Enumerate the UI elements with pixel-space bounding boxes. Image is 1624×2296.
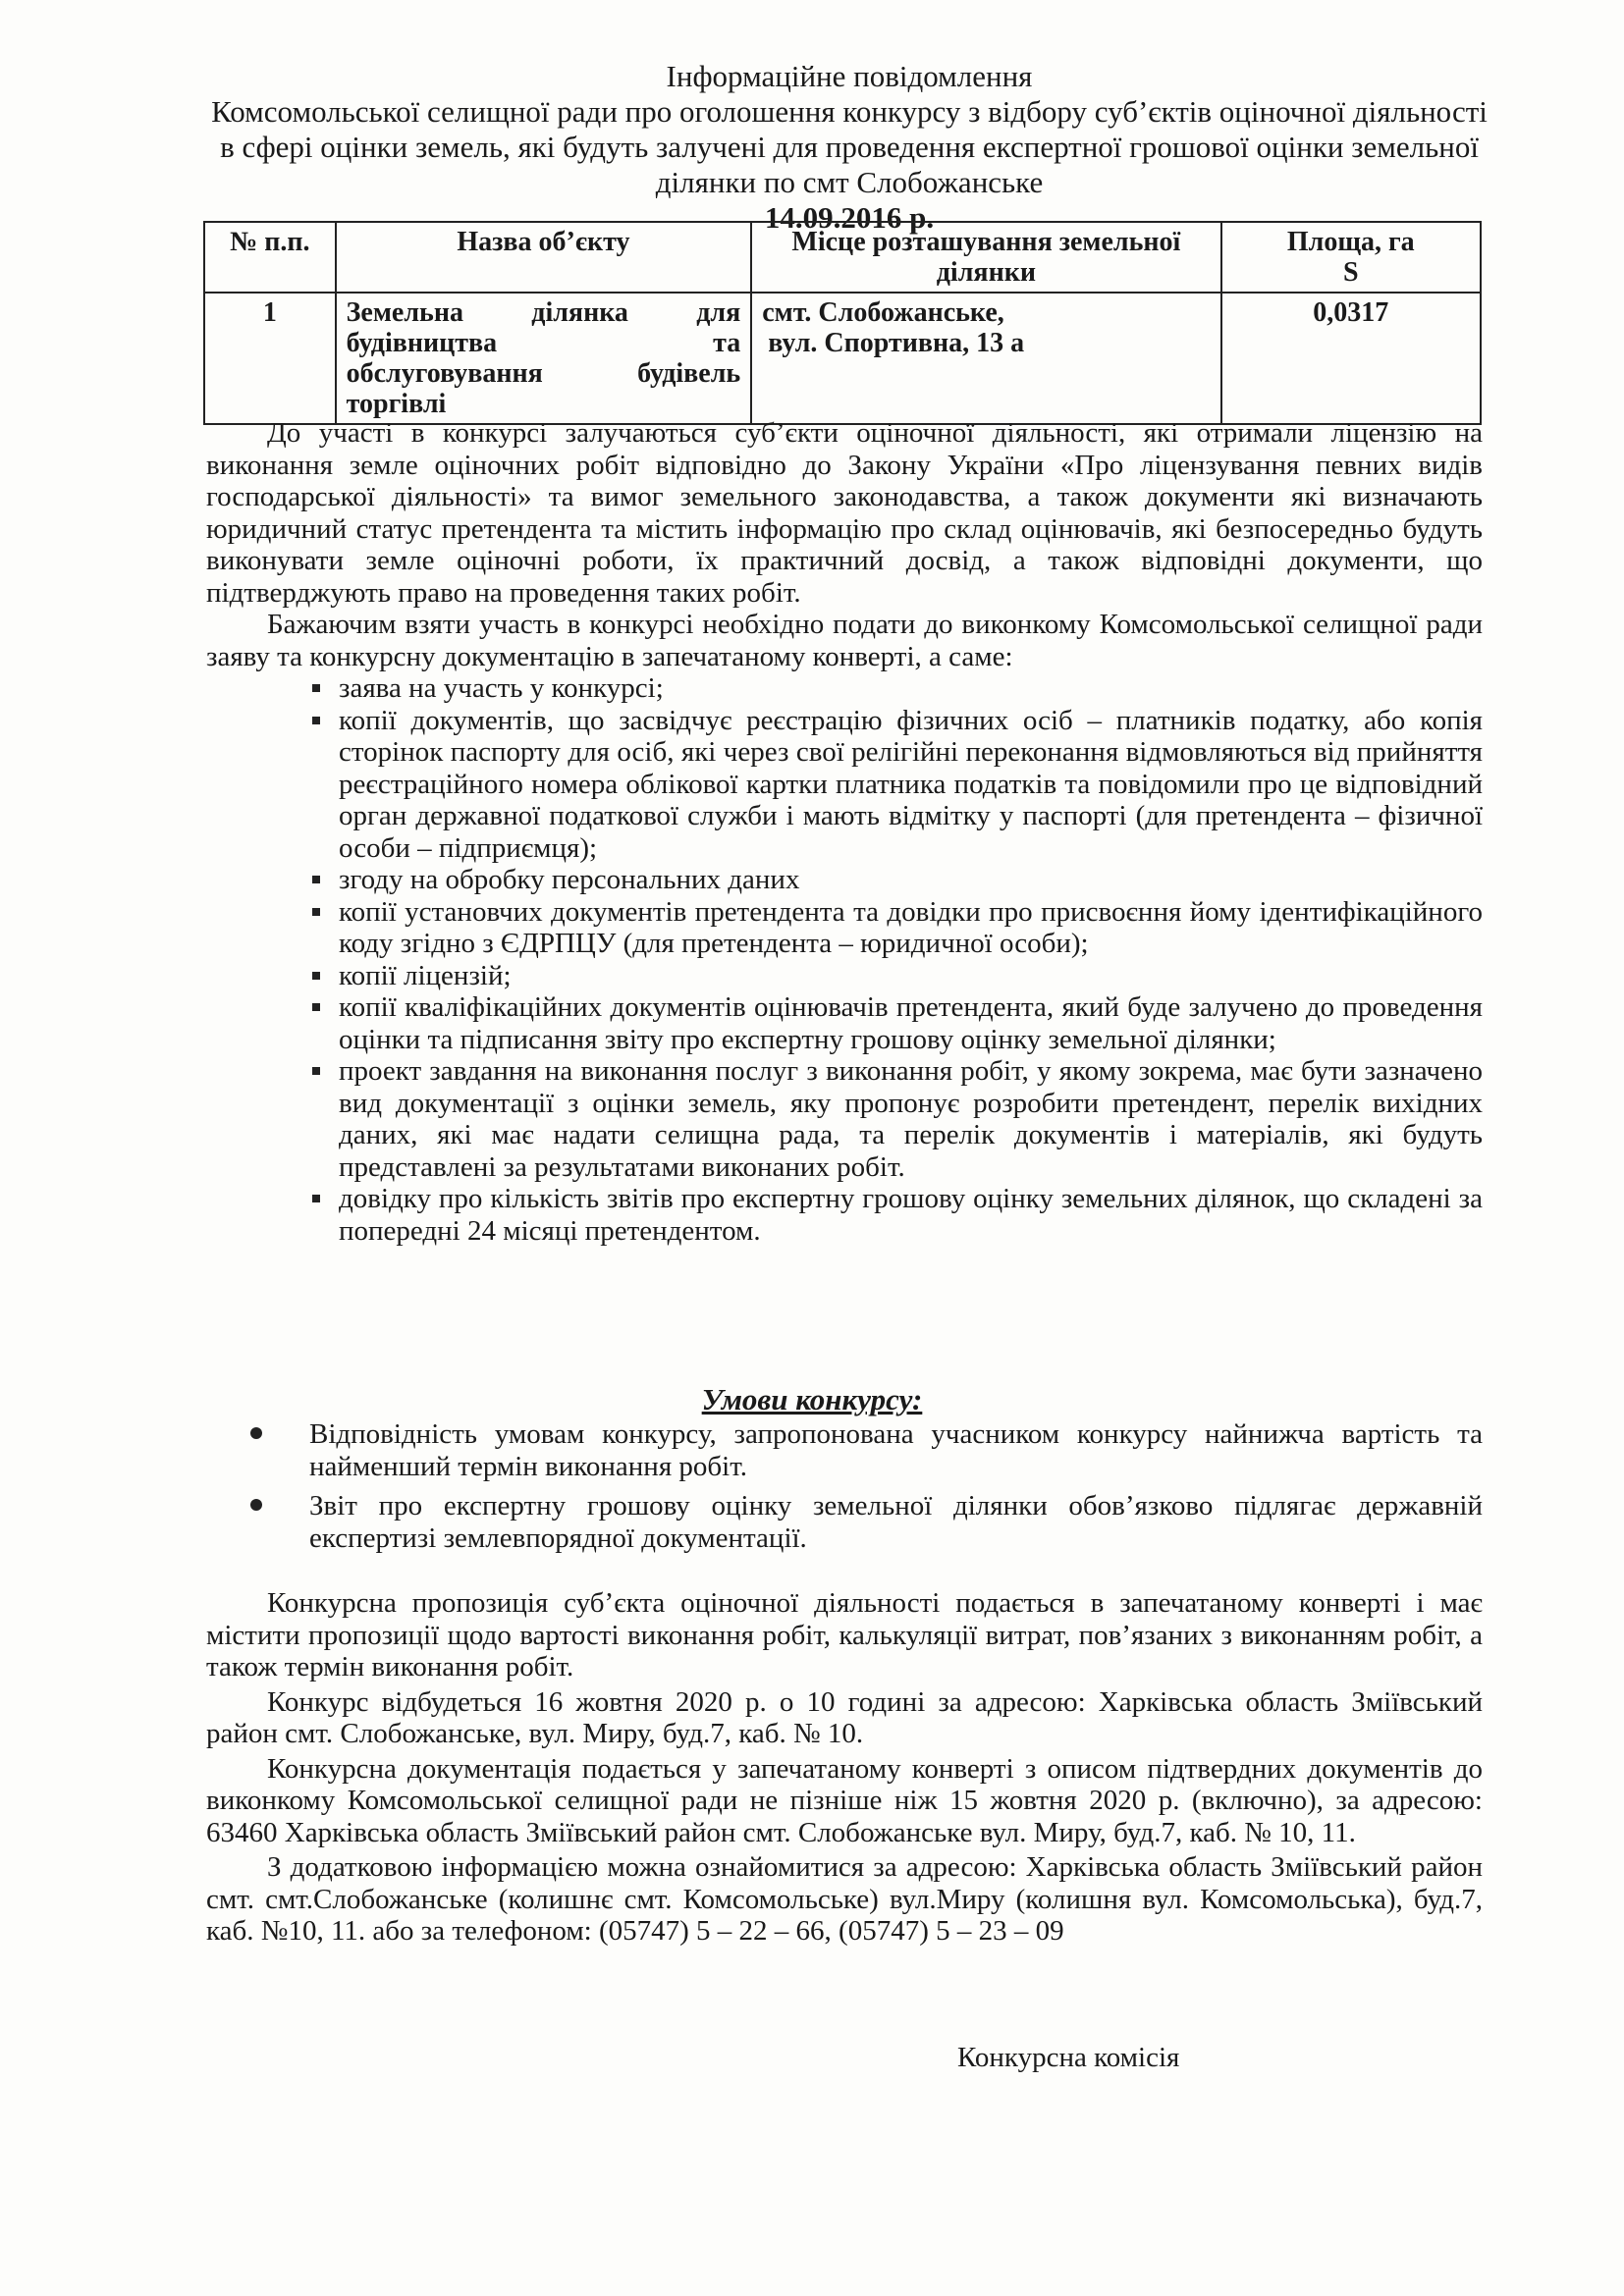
paragraph-contacts: З додатковою інформацією можна ознайомитися за адресою: Харківська область Зміївський район смт. смт.Слобожанське (колишнє смт. Комсомольське) вул.Миру (колишня вул. Комсомольська), буд.7, каб. №10, 11. або за телефоном: (05747) 5 – 22 – 66, (05747) 5 – 23 – 09 (206, 1851, 1483, 1947)
list-item (206, 1183, 1483, 1247)
list-item (250, 1490, 1483, 1554)
list-item (206, 960, 1483, 992)
title-block (196, 59, 1502, 236)
header-location: Місце розташування земельної ділянки (751, 222, 1220, 293)
row-location (751, 293, 1220, 424)
closing-section (206, 1587, 1483, 1950)
list-item (206, 991, 1483, 1055)
row-name (336, 293, 752, 424)
table-header-row (204, 222, 1481, 293)
row-num: 1 (204, 293, 336, 424)
square-bullet-icon (312, 908, 320, 916)
title-line-4: ділянки по смт Слобожанське (655, 165, 1044, 199)
header-area-line1: Площа, га (1286, 227, 1415, 257)
list-item-text: копії кваліфікаційних документів оцінювачів претендента, який буде залучено до проведення оцінки та підписання звіту про експертну грошову оцінку земельної ділянки; (339, 991, 1483, 1055)
paragraph-contest-date: Конкурс відбудеться 16 жовтня 2020 р. о 10 годині за адресою: Харківська область Зміївський район смт. Слобожанське, вул. Миру, буд.7, каб. № 10. (206, 1685, 1483, 1749)
row-name-line1: Земельна ділянка для (346, 297, 741, 328)
title-line-3: в сфері оцінки земель, які будуть залучені для проведення експертної грошової оцінки земельної (220, 130, 1479, 164)
square-bullet-icon (312, 684, 320, 692)
list-item-text: заява на участь у конкурсі; (339, 672, 664, 704)
title-line-1: Інформаційне повідомлення (666, 59, 1033, 93)
square-bullet-icon (312, 1003, 320, 1011)
header-name: Назва об’єкту (336, 222, 752, 293)
row-area: 0,0317 (1221, 293, 1482, 424)
list-item-text: згоду на обробку персональних даних (339, 864, 800, 895)
row-name-line3: обслуговування будівель (346, 358, 741, 389)
row-name-line4: торгівлі (346, 389, 447, 419)
signature: Конкурсна комісія (957, 2042, 1180, 2073)
header-area (1221, 222, 1482, 293)
row-location-line1: смт. Слобожанське, (762, 297, 1004, 328)
row-name-line2: будівництва та (346, 328, 741, 358)
list-item-text: Відповідність умовам конкурсу, запропонована учасником конкурсу найнижча вартість та найменший термін виконання робіт. (309, 1418, 1483, 1482)
square-bullet-icon (312, 876, 320, 883)
land-plot-table (203, 221, 1482, 425)
square-bullet-icon (312, 1067, 320, 1075)
paragraph-deadline: Конкурсна документація подається у запечатаному конверті з описом підтвердних документів до виконкому Комсомольської селищної ради не пізніше ніж 15 жовтня 2020 р. (включно), за адресою: 63460 Харківська область Зміївський район смт. Слобожанське вул. Миру, буд.7, каб. № 10, 11. (206, 1752, 1483, 1848)
square-bullet-icon (312, 972, 320, 980)
square-bullet-icon (312, 717, 320, 724)
table-row (204, 293, 1481, 424)
conditions-list (250, 1418, 1483, 1554)
list-item-text: копії ліцензій; (339, 959, 512, 991)
list-item (250, 1418, 1483, 1482)
title-line-2: Комсомольської селищної ради про оголошення конкурсу з відбору суб’єктів оціночної діяльності (211, 94, 1488, 129)
list-item-text: копії установчих документів претендента та довідки про присвоєння йому ідентифікаційного коду згідно з ЄДРПЦУ (для претендента – юридичної особи); (339, 895, 1483, 959)
list-item (206, 896, 1483, 960)
row-location-line2: вул. Спортивна, 13 а (768, 328, 1025, 358)
list-item-text: довідку про кількість звітів про експертну грошову оцінку земельних ділянок, що складені за попередні 24 місяці претендентом. (339, 1183, 1483, 1247)
list-item-text: Звіт про експертну грошову оцінку земельної ділянки обов’язково підлягає державній експертизі землевпорядної документації. (309, 1490, 1483, 1554)
list-item (206, 705, 1483, 865)
round-bullet-icon (250, 1499, 262, 1511)
list-item (206, 672, 1483, 705)
paragraph-submission: Бажаючим взяти участь в конкурсі необхідно подати до виконкому Комсомольської селищної ради заяву та конкурсну документацію в запечатаному конверті, а саме: (206, 609, 1483, 672)
header-num: № п.п. (204, 222, 336, 293)
header-area-line2: S (1342, 257, 1359, 288)
document-date: 14.09.2016 р. (764, 200, 935, 235)
list-item (206, 1055, 1483, 1183)
paragraph-proposal: Конкурсна пропозиція суб’єкта оціночної діяльності подається в запечатаному конверті і має містити пропозиції щодо вартості виконання робіт, калькуляції витрат, пов’язаних з виконанням робіт, а також термін виконання робіт. (206, 1587, 1483, 1682)
square-bullet-icon (312, 1195, 320, 1202)
list-item (206, 864, 1483, 896)
paragraph-participants: До участі в конкурсі залучаються суб’єкти оціночної діяльності, які отримали ліцензію на виконання земле оціночних робіт відповідно до Закону України «Про ліцензування певних видів господарської діяльності» та вимог земельного законодавства, а також документи які визначають юридичний статус претендента та містить інформацію про склад оцінювачів, які безпосередньо будуть виконувати земле оціночні роботи, їх практичний досвід, а також відповідні документи, що підтверджують право на проведення таких робіт. (206, 417, 1483, 609)
list-item-text: копії документів, що засвідчує реєстрацію фізичних осіб – платників податку, або копія сторінок паспорту для осіб, які через свої релігійні переконання відмовляються від прийняття реєстраційного номера облікової картки платника податків та повідомили про це відповідний орган державної податкової служби і мають відмітку у паспорті (для претендента – фізичної особи – підприємця); (339, 704, 1483, 864)
conditions-block (250, 1418, 1483, 1562)
documents-list (206, 672, 1483, 1247)
conditions-heading: Умови конкурсу: (701, 1382, 923, 1416)
list-item-text: проект завдання на виконання послуг з виконання робіт, у якому зокрема, має бути зазначено вид документації з оцінки земель, яку пропонує розробити претендент, перелік вихідних даних, які має надати селищна рада, та перелік документів і матеріалів, які будуть представлені за результатами виконаних робіт. (339, 1055, 1483, 1183)
round-bullet-icon (250, 1427, 262, 1439)
main-body (206, 417, 1483, 1247)
